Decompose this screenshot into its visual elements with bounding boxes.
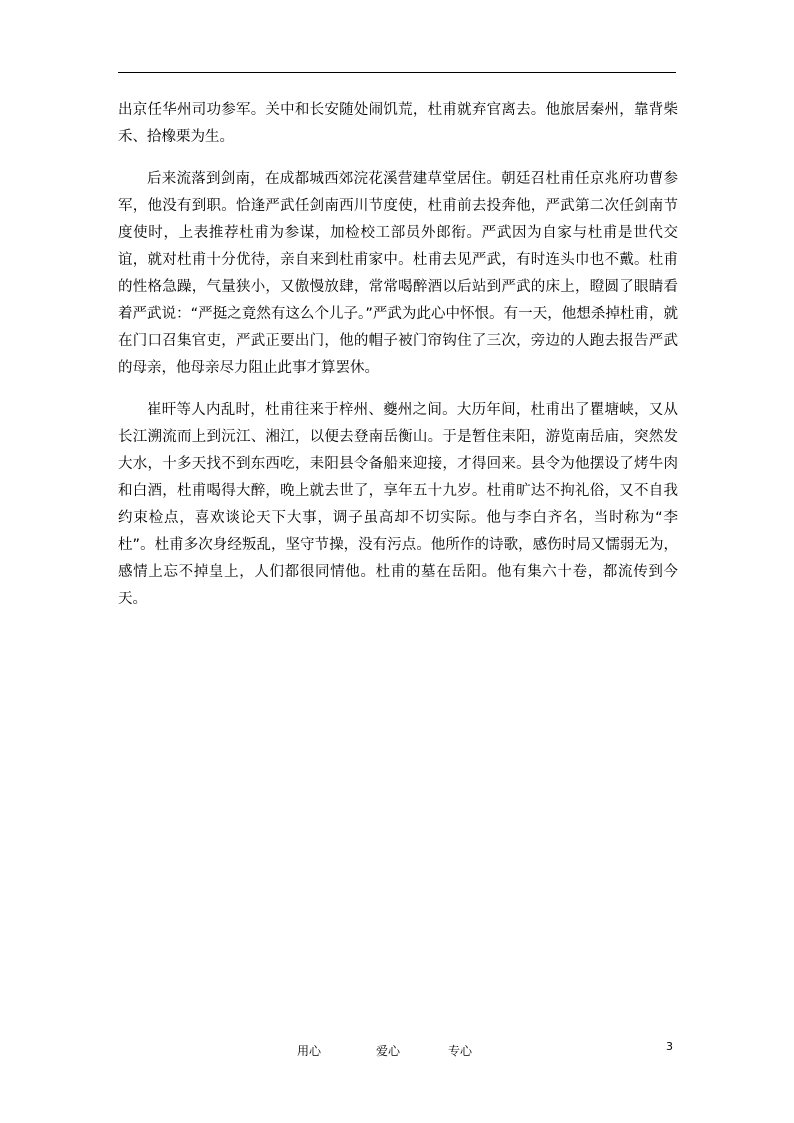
paragraph: 后来流落到剑南，在成都城西郊浣花溪营建草堂居住。朝廷召杜甫任京兆府功曹参军，他没有到职。恰逢严武任剑南西川节度使，杜甫前去投奔他，严武第二次任剑南节度使时，上表推荐杜甫为参谋，加检校工部员外郎衔。严武因为自家与杜甫是世代交谊，就对杜甫十分优待，亲自来到杜甫家中。杜甫去见严武，有时连头巾也不戴。杜甫的性格急躁，气量狭小，又傲慢放肆，常常喝醉酒以后站到严武的床上，瞪圆了眼睛看着严武说：“严挺之竟然有这么个儿子。”严武为此心中怀恨。有一天，他想杀掉杜甫，就在门口召集官吏，严武正要出门，他的帽子被门帘钩住了三次，旁边的人跑去报告严武的母亲，他母亲尽力阻止此事才算罢休。 [118, 171, 678, 376]
footer-motto-item: 用心 [297, 1044, 322, 1058]
document-body [118, 97, 678, 628]
page-number: 3 [666, 1040, 673, 1053]
header-rule [118, 72, 676, 73]
page-footer [0, 1040, 794, 1060]
paragraph: 出京任华州司功参军。关中和长安随处闹饥荒，杜甫就弃官离去。他旅居秦州，靠背柴禾、拾橡栗为生。 [118, 102, 678, 145]
paragraph: 崔旰等人内乱时，杜甫往来于梓州、夔州之间。大历年间，杜甫出了瞿塘峡，又从长江溯流而上到沅江、湘江，以便去登南岳衡山。于是暂住耒阳，游览南岳庙，突然发大水，十多天找不到东西吃，耒阳县令备船来迎接，才得回来。县令为他摆设了烤牛肉和白酒，杜甫喝得大醉，晚上就去世了，享年五十九岁。杜甫旷达不拘礼俗，又不自我约束检点，喜欢谈论天下大事，调子虽高却不切实际。他与李白齐名，当时称为“李杜”。杜甫多次身经叛乱，坚守节操，没有污点。他所作的诗歌，感伤时局又懦弱无为，感情上忘不掉皇上，人们都很同情他。杜甫的墓在岳阳。他有集六十卷，都流传到今天。 [118, 402, 678, 607]
footer-motto-item: 专心 [448, 1044, 473, 1058]
footer-motto-item: 爱心 [376, 1044, 401, 1058]
